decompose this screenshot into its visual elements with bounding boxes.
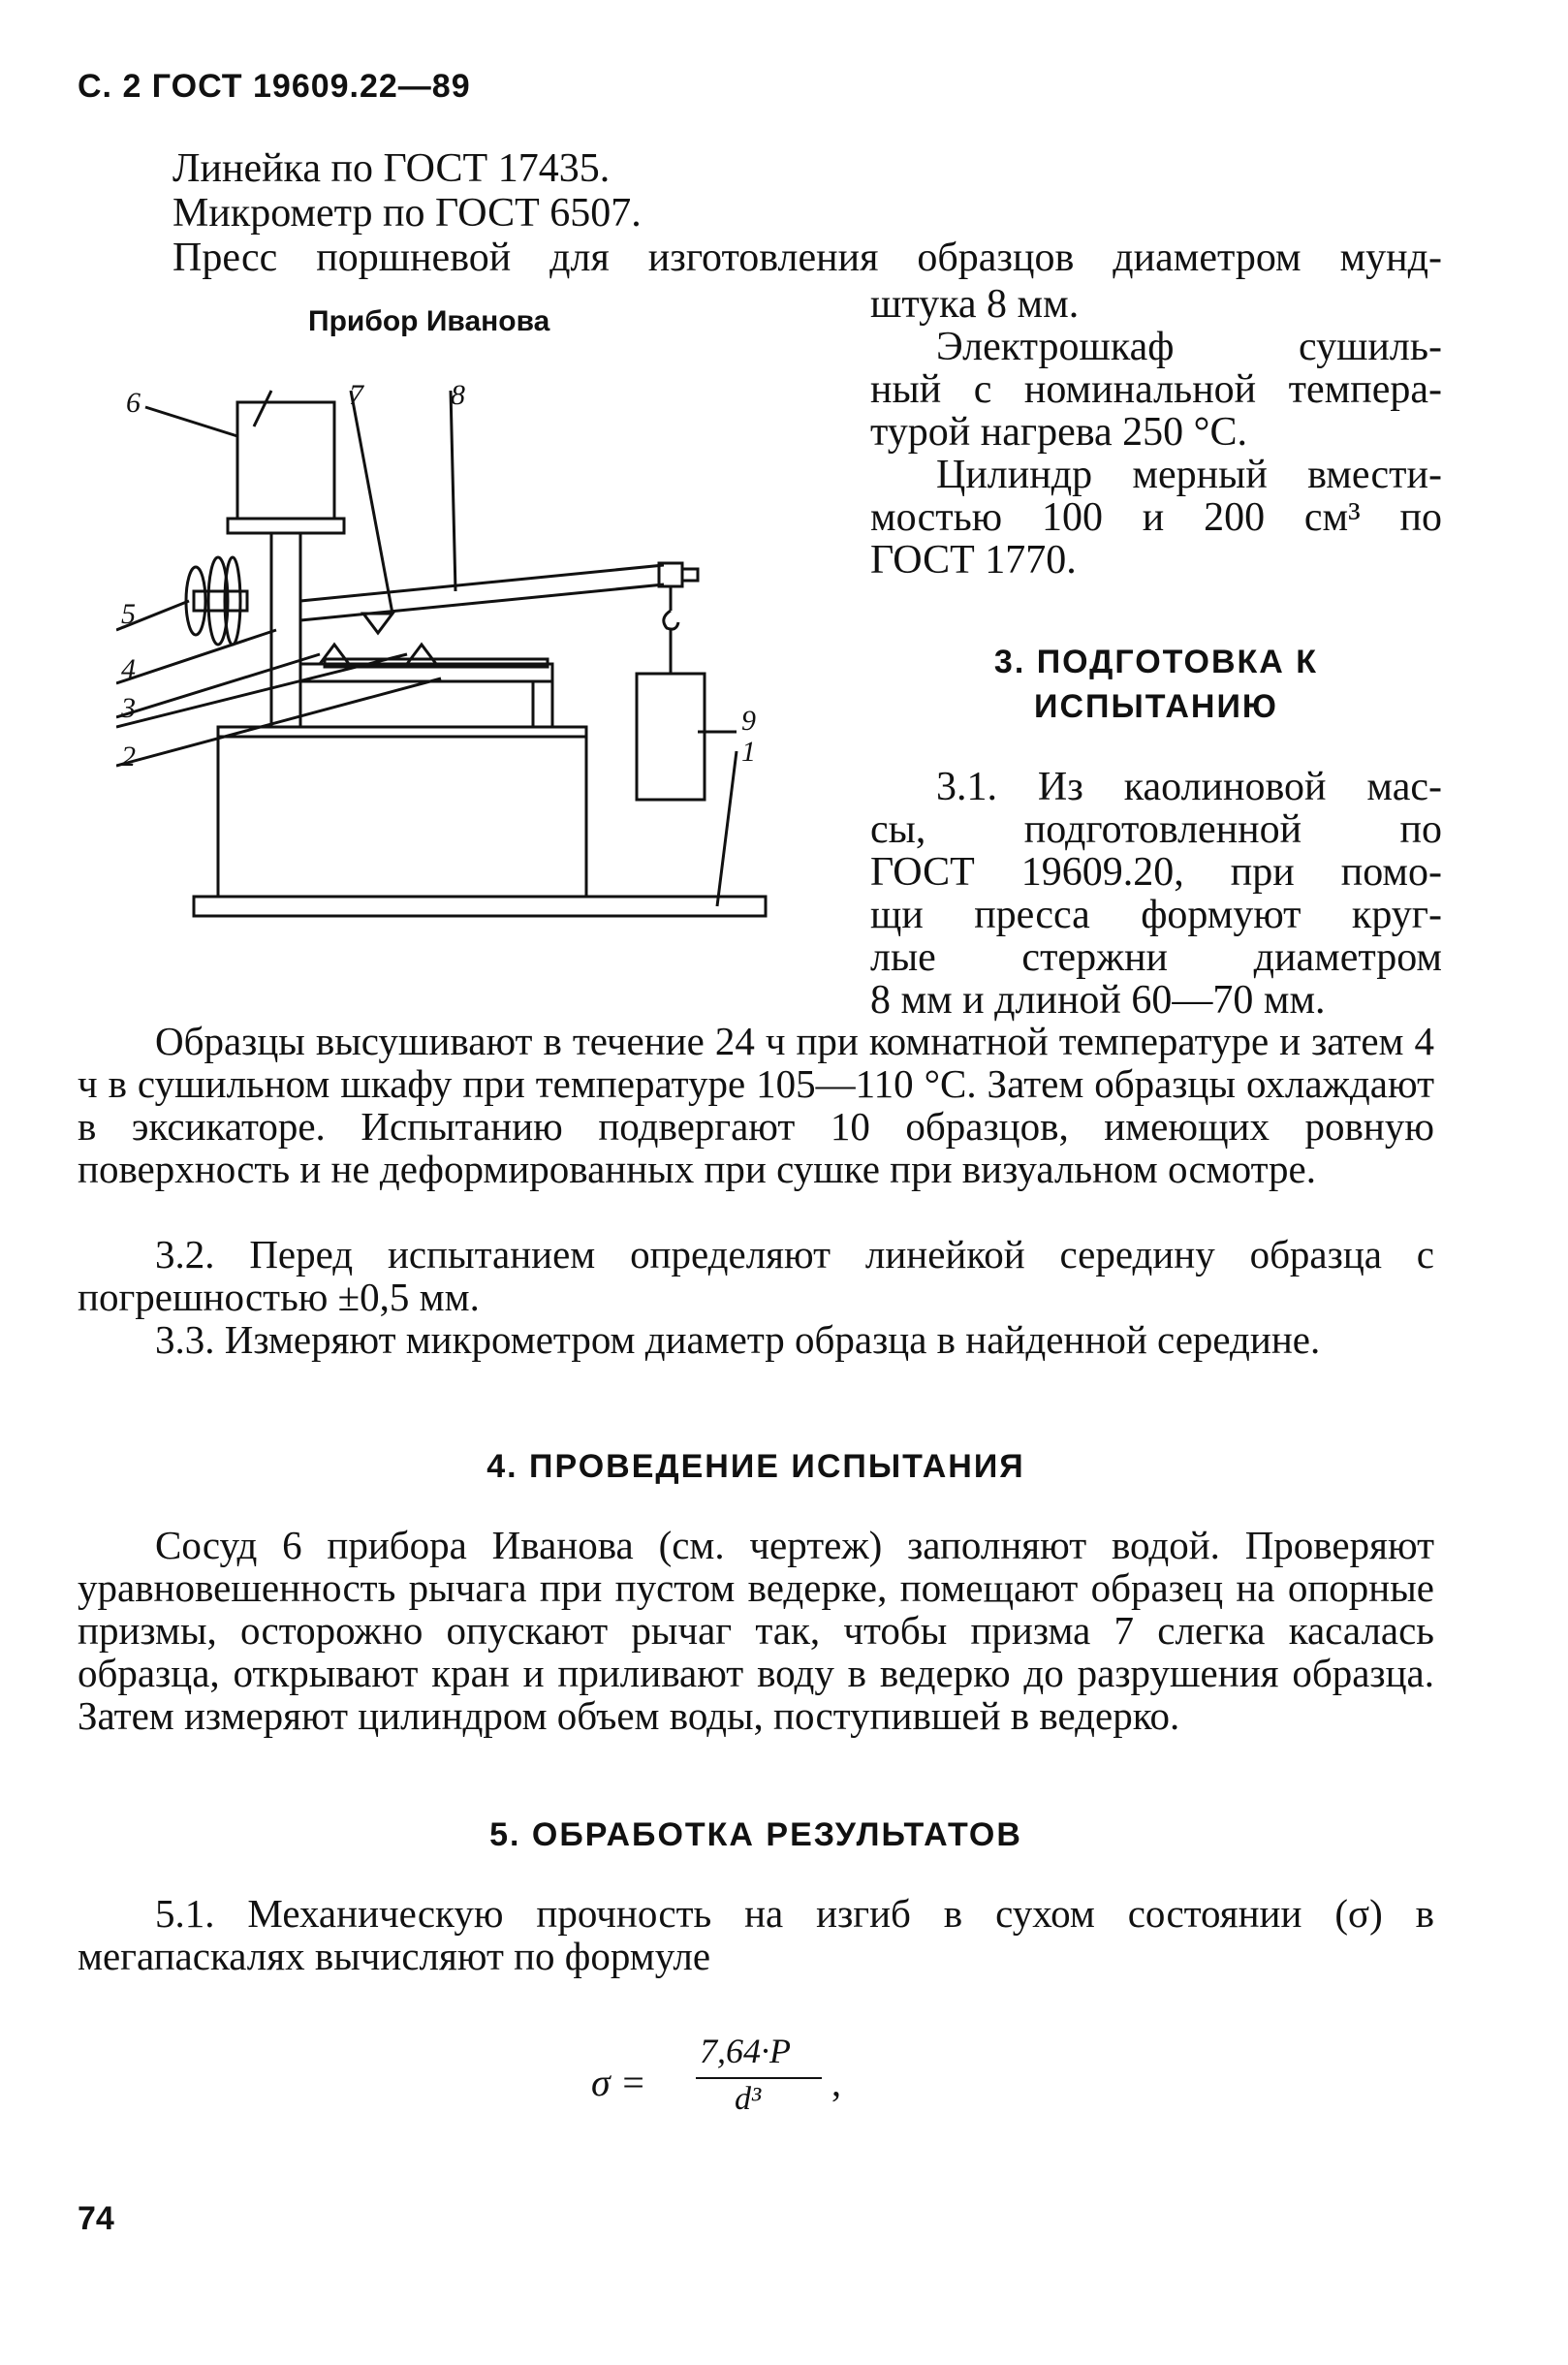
p51: 5.1. Механическую прочность на изгиб в сухом состоянии (σ) в мегапаскалях вычисляют по формуле [78,1891,1434,1978]
press-continuation: штука 8 мм. [870,282,1080,327]
p31-line-5: лые стержни диаметром [870,935,1442,980]
ivanov-apparatus-diagram [116,383,795,935]
formula-numerator: 7,64·P [700,2032,791,2070]
micrometer-line: Микрометр по ГОСТ 6507. [172,191,642,236]
label-6: 6 [126,387,141,419]
p33: 3.3. Измеряют микрометром диаметр образца в найденной середине. [155,1317,1321,1362]
section-4-heading: 4. ПРОВЕДЕНИЕ ИСПЫТАНИЯ [486,1448,1025,1485]
label-1: 1 [741,736,756,768]
label-4: 4 [121,653,136,685]
section-3-heading-line-1: 3. ПОДГОТОВКА К [993,644,1319,680]
formula-comma: , [831,2061,841,2104]
p31-line-4: щи пресса формуют круг- [870,893,1442,937]
formula [591,2031,882,2137]
figure-caption: Прибор Иванова [308,305,550,337]
p4: Сосуд 6 прибора Иванова (см. чертеж) заполняют водой. Проверяют уравновешенность рычага при пустом ведерке, помещают образец на опорные призмы, осторожно опускают рычаг так, чтобы призма 7 слегка касалась образца, открывают кран и приливают воду в ведерко до разрушения образца. Затем измеряют цилиндром объем воды, поступившей в ведерко. [78,1523,1434,1738]
section-3-heading-line-2: ИСПЫТАНИЮ [1034,688,1278,725]
p31-line-6: 8 мм и длиной 60—70 мм. [870,978,1326,1023]
p31-line-2: сы, подготовленной по [870,807,1442,852]
p32: 3.2. Перед испытанием определяют линейкой середину образца с погрешностью ±0,5 мм. [78,1232,1434,1319]
formula-lhs: σ = [591,2061,646,2104]
oven-line-1: Электрошкаф сушиль- [936,325,1442,369]
p31-continuation: Образцы высушивают в течение 24 ч при комнатной температуре и затем 4 ч в сушильном шкафу при температуре 105—110 °С. Затем образцы охлаждают в эксикаторе. Испытанию подвергают 10 образцов, имеющих ровную поверхность и не деформированных при сушке при визуальном осмотре. [78,1019,1434,1191]
cylinder-line-3: ГОСТ 1770. [870,538,1077,583]
label-3: 3 [121,692,136,724]
body-block [218,727,586,897]
label-5: 5 [121,598,136,630]
fraction-bar [696,2077,822,2079]
label-7: 7 [349,383,363,411]
oven-line-2: ный с номинальной темпера- [870,367,1442,412]
label-8: 8 [451,383,465,411]
formula-denominator: d³ [735,2081,762,2117]
section-5-heading: 5. ОБРАБОТКА РЕЗУЛЬТАТОВ [489,1816,1022,1853]
p31-line-3: ГОСТ 19609.20, при помо- [870,850,1442,895]
page-header: С. 2 ГОСТ 19609.22—89 [78,68,471,105]
ruler-line: Линейка по ГОСТ 17435. [172,146,611,191]
cylinder-line-1: Цилиндр мерный вмести- [936,453,1442,497]
label-2: 2 [121,741,136,773]
bucket-9 [637,674,705,800]
p31-line-1: 3.1. Из каолиновой мас- [936,765,1442,809]
oven-line-3: турой нагрева 250 °С. [870,410,1247,455]
label-9: 9 [741,705,756,737]
cylinder-line-2: мостью 100 и 200 см³ по [870,495,1442,540]
vessel-6 [237,402,334,519]
page-number: 74 [78,2200,114,2237]
base-plate [194,897,766,916]
press-line: Пресс поршневой для изготовления образцов диаметром мунд- [172,236,1442,280]
